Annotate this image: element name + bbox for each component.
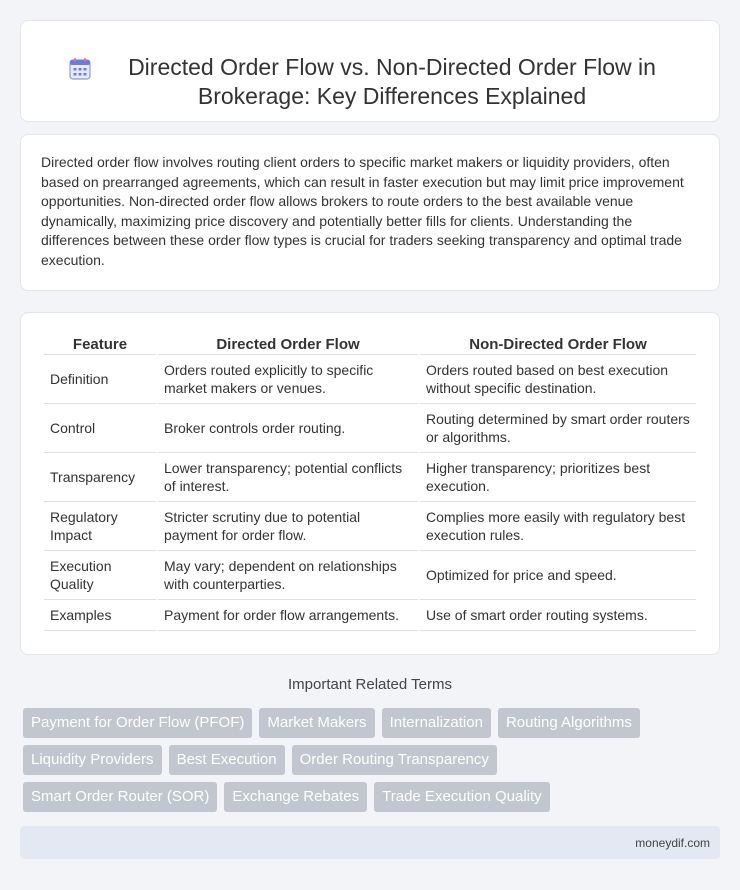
row-feature: Execution Quality [44, 551, 156, 600]
row-non-directed: Use of smart order routing systems. [420, 600, 696, 631]
tag-best-execution[interactable]: Best Execution [169, 745, 285, 775]
tag-liquidity-providers[interactable]: Liquidity Providers [23, 745, 162, 775]
tag-smart-order-router[interactable]: Smart Order Router (SOR) [23, 782, 217, 812]
calendar-icon [68, 57, 92, 81]
row-directed: Payment for order flow arrangements. [158, 600, 418, 631]
footer [20, 826, 720, 859]
title-card [20, 20, 720, 122]
page-title: Directed Order Flow vs. Non-Directed Order Flow in Brokerage: Key Differences Explained [128, 54, 656, 109]
tag-row [23, 745, 723, 775]
tag-market-makers[interactable]: Market Makers [259, 708, 374, 738]
header-non-directed: Non-Directed Order Flow [420, 333, 696, 355]
table-header-row [44, 333, 696, 355]
row-non-directed: Higher transparency; prioritizes best execution. [420, 453, 696, 502]
table-row [44, 355, 696, 404]
comparison-card [20, 312, 720, 655]
tag-routing-algorithms[interactable]: Routing Algorithms [498, 708, 640, 738]
tag-row [23, 782, 723, 812]
tag-order-routing-transparency[interactable]: Order Routing Transparency [292, 745, 497, 775]
intro-paragraph: Directed order flow involves routing client orders to specific market makers or liquidity providers, often based on prearranged agreements, which can result in faster execution but may limit price improvement opportunities. Non-directed order flow allows brokers to route orders to the best available venue dynamically, maximizing price discovery and potentially better fills for clients. Understanding the differences between these order flow types is crucial for traders seeking transparency and optimal trade execution. [41, 154, 684, 268]
comparison-table [42, 333, 698, 631]
header-feature: Feature [44, 333, 156, 355]
row-feature: Definition [44, 355, 156, 404]
row-non-directed: Optimized for price and speed. [420, 551, 696, 600]
tag-pfof[interactable]: Payment for Order Flow (PFOF) [23, 708, 252, 738]
row-directed: Stricter scrutiny due to potential payment for order flow. [158, 502, 418, 551]
row-directed: Lower transparency; potential conflicts of interest. [158, 453, 418, 502]
table-row [44, 453, 696, 502]
tag-trade-execution-quality[interactable]: Trade Execution Quality [374, 782, 550, 812]
row-feature: Regulatory Impact [44, 502, 156, 551]
header-directed: Directed Order Flow [158, 333, 418, 355]
row-directed: Broker controls order routing. [158, 404, 418, 453]
row-feature: Control [44, 404, 156, 453]
table-row [44, 600, 696, 631]
intro-card [20, 134, 720, 291]
tag-internalization[interactable]: Internalization [382, 708, 491, 738]
row-feature: Examples [44, 600, 156, 631]
row-feature: Transparency [44, 453, 156, 502]
tag-exchange-rebates[interactable]: Exchange Rebates [224, 782, 367, 812]
row-directed: May vary; dependent on relationships with counterparties. [158, 551, 418, 600]
table-row [44, 404, 696, 453]
footer-site[interactable]: moneydif.com [635, 836, 710, 850]
tag-row [23, 708, 723, 738]
related-terms-title: Important Related Terms [288, 676, 452, 693]
row-directed: Orders routed explicitly to specific market makers or venues. [158, 355, 418, 404]
row-non-directed: Complies more easily with regulatory best execution rules. [420, 502, 696, 551]
table-row [44, 551, 696, 600]
row-non-directed: Routing determined by smart order routers or algorithms. [420, 404, 696, 453]
table-row [44, 502, 696, 551]
related-terms-tags [23, 708, 723, 819]
row-non-directed: Orders routed based on best execution without specific destination. [420, 355, 696, 404]
